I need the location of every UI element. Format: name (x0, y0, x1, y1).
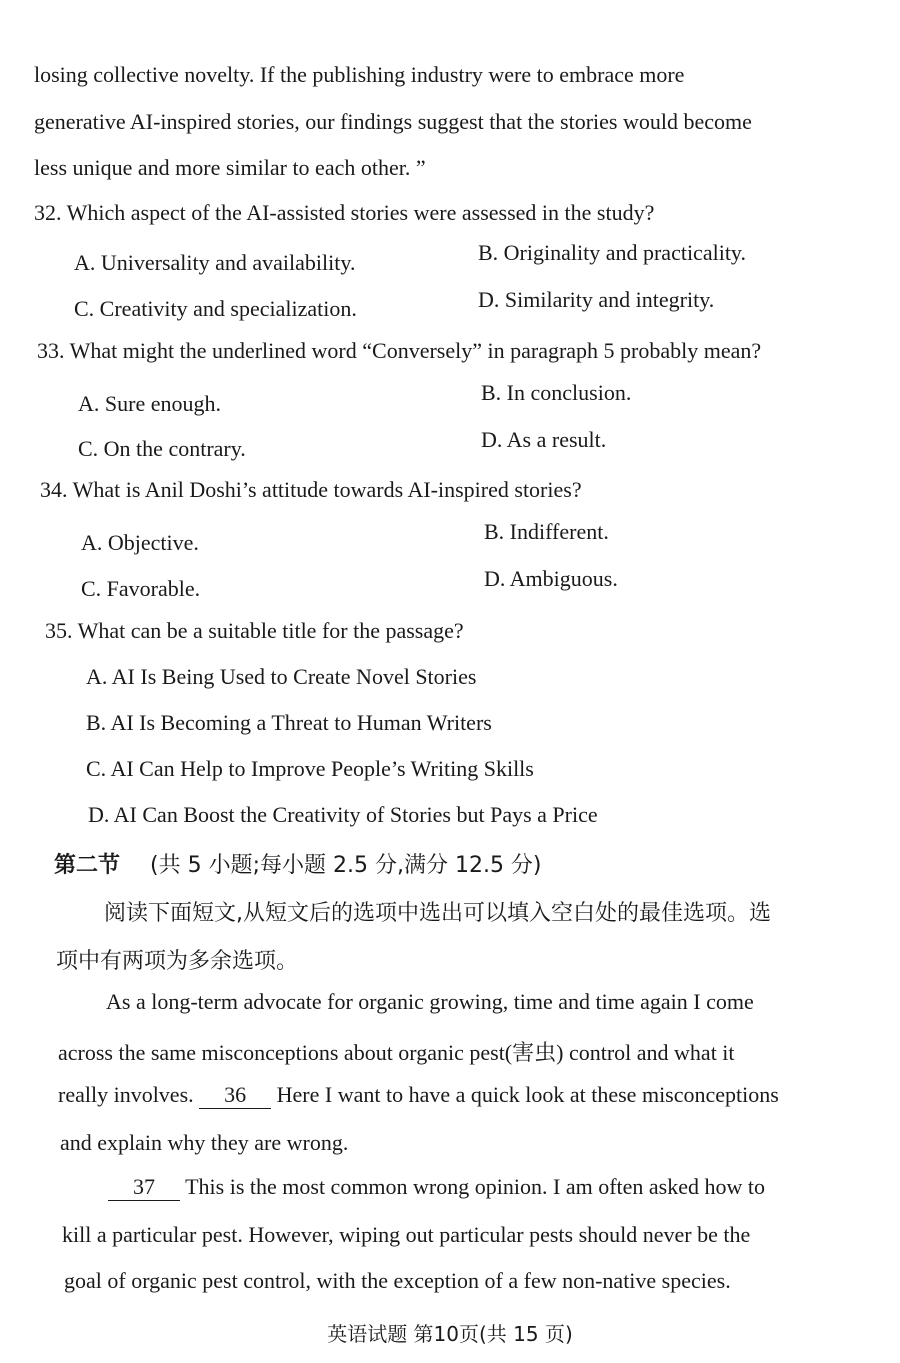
question-33-stem: 33. What might the underlined word “Conversely” in paragraph 5 probably mean? (37, 338, 762, 363)
question-35-option-c: C. AI Can Help to Improve People’s Writing Skills (86, 756, 534, 781)
passage-line: across the same misconceptions about organic pest(害虫) control and what it (58, 1040, 735, 1065)
question-35-option-b: B. AI Is Becoming a Threat to Human Writers (86, 710, 492, 735)
question-34-option-a: A. Objective. (81, 530, 199, 555)
section-score-note: (共 5 小题;每小题 2.5 分,满分 12.5 分) (150, 853, 542, 878)
passage-text: This is the most common wrong opinion. I am often asked how to (185, 1174, 765, 1199)
passage-line: losing collective novelty. If the publishing industry were to embrace more (34, 62, 685, 87)
question-35-stem: 35. What can be a suitable title for the passage? (45, 618, 464, 643)
passage-line (58, 1082, 779, 1109)
question-33-option-d: D. As a result. (481, 427, 607, 452)
passage-line: and explain why they are wrong. (60, 1130, 349, 1155)
question-32-option-c: C. Creativity and specialization. (74, 296, 357, 321)
question-34-option-b: B. Indifferent. (484, 519, 609, 544)
passage-line (108, 1174, 765, 1201)
question-34-option-d: D. Ambiguous. (484, 566, 618, 591)
passage-line: less unique and more similar to each other. ” (34, 155, 426, 180)
section-instructions: 项中有两项为多余选项。 (56, 949, 299, 974)
blank-37[interactable]: 37 (108, 1174, 180, 1201)
passage-line: goal of organic pest control, with the exception of a few non-native species. (64, 1268, 731, 1293)
passage-line: generative AI-inspired stories, our findings suggest that the stories would become (34, 109, 752, 134)
section-instructions: 阅读下面短文,从短文后的选项中选出可以填入空白处的最佳选项。选 (104, 901, 771, 926)
page-footer: 英语试题 第10页(共 15 页) (327, 1322, 573, 1346)
question-33-option-b: B. In conclusion. (481, 380, 632, 405)
question-34-option-c: C. Favorable. (81, 576, 201, 601)
passage-text: really involves. (58, 1082, 194, 1107)
section-title: 第二节 (54, 853, 121, 878)
question-33-option-a: A. Sure enough. (78, 391, 221, 416)
passage-line: kill a particular pest. However, wiping out particular pests should never be the (62, 1222, 751, 1247)
question-35-option-d: D. AI Can Boost the Creativity of Stories but Pays a Price (88, 802, 598, 827)
question-32-option-a: A. Universality and availability. (74, 250, 356, 275)
passage-line: As a long-term advocate for organic growing, time and time again I come (106, 989, 754, 1014)
passage-text: Here I want to have a quick look at these misconceptions (276, 1082, 779, 1107)
section-heading (54, 848, 542, 879)
question-32-option-d: D. Similarity and integrity. (478, 287, 715, 312)
question-34-stem: 34. What is Anil Doshi’s attitude towards AI-inspired stories? (40, 477, 582, 502)
question-32-stem: 32. Which aspect of the AI-assisted stories were assessed in the study? (34, 200, 655, 225)
question-35-option-a: A. AI Is Being Used to Create Novel Stories (86, 664, 477, 689)
question-32-option-b: B. Originality and practicality. (478, 240, 746, 265)
blank-36[interactable]: 36 (199, 1082, 271, 1109)
question-33-option-c: C. On the contrary. (78, 436, 246, 461)
